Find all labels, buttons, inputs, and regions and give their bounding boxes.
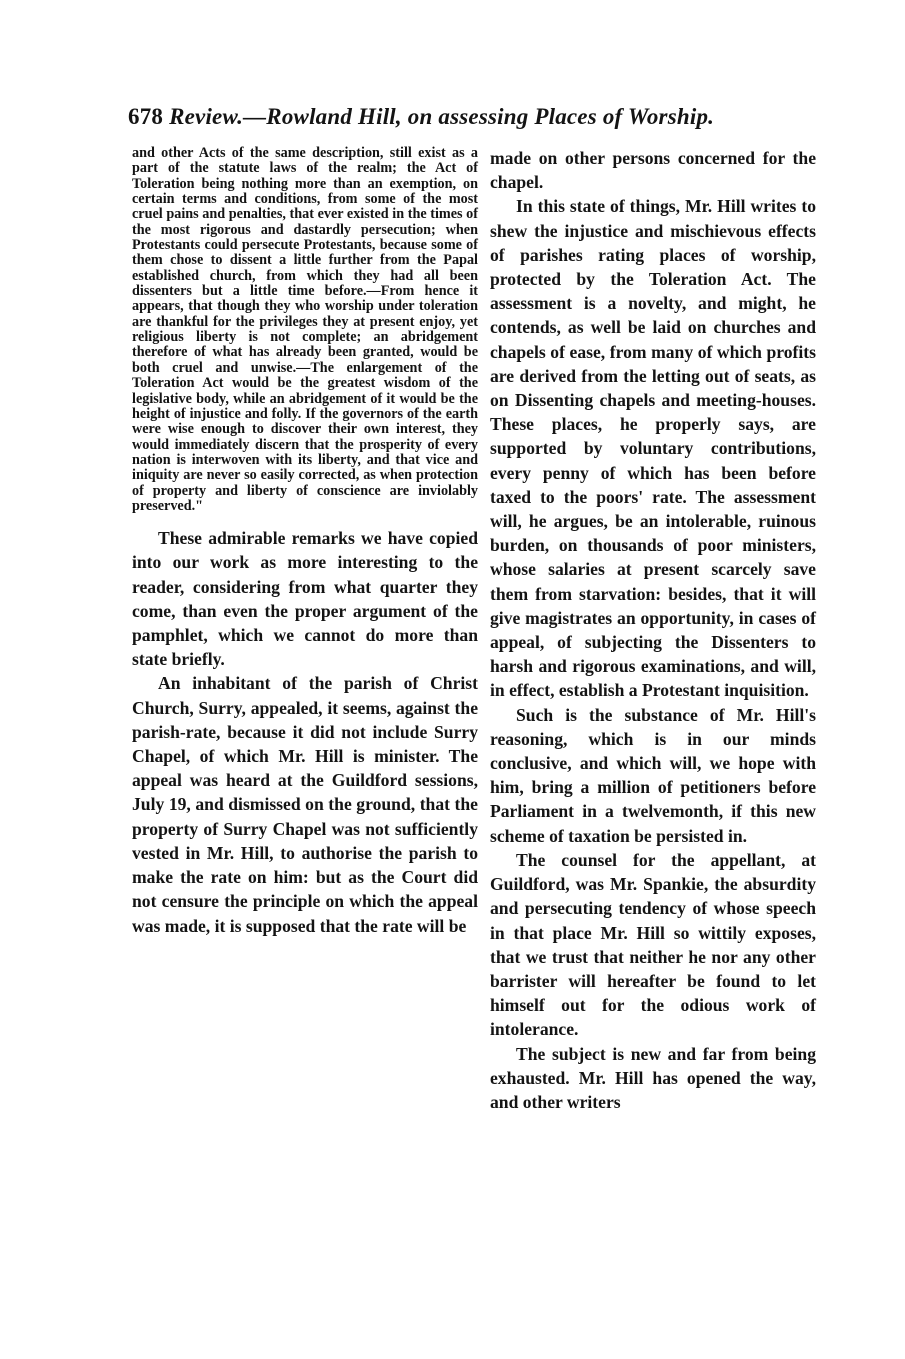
left-column bbox=[132, 146, 478, 938]
paragraph-substance: Such is the substance of Mr. Hill's reasoning, which is in our minds conclusive, and which will, we hope with him, bring a million of petitioners before Parliament in a twelvemonth, if this new scheme of taxation be persisted in. bbox=[490, 704, 816, 846]
quoted-passage: and other Acts of the same description, still exist as a part of the statute laws of the realm; the Act of Toleration being nothing more than an exemption, on certain terms and conditions, from some of the most cruel pains and penalties, that ever existed in the times of the most rigorous and dastardly persecution; when Protestants could persecute Protestants, because some of them chose to dissent a little further from the Papal established church, from which they had all been dissenters but a little time before.—From hence it appears, that though they who worship under toleration are thankful for the privileges they at present enjoy, yet religious liberty is not complete; an abridgement therefore of what has already been granted, would be both cruel and unwise.—The enlargement of the Toleration Act would be the greatest wisdom of the legislative body, while an abridgement of it would be the height of injustice and folly. If the governors of the earth were wise enough to discover their own interest, they would immediately discern that the prosperity of every nation is interwoven with its liberty, and that vice and iniquity are never so easily corrected, as when protection of property and liberty of conscience are inviolably preserved." bbox=[132, 145, 478, 514]
right-column bbox=[490, 146, 816, 1114]
running-header bbox=[128, 104, 828, 138]
paragraph-admirable-remarks: These admirable remarks we have copied into our work as more interesting to the reader, considering from what quarter they come, than even the proper argument of the pamphlet, which we cannot do more than state briefly. bbox=[132, 528, 478, 670]
paragraph-state-of-things: In this state of things, Mr. Hill writes to shew the injustice and mischievous effects of parishes rating places of worship, protected by the Toleration Act. The assessment is a novelty, and might, he contends, as well be laid on churches and chapels of ease, from many of which profits are derived from the letting out of seats, as on Dissenting chapels and meeting-houses. These places, he properly says, are supported by voluntary contributions, every penny of which has been before taxed to the poors' rate. The assessment will, he argues, be an intolerable, ruinous burden, on thousands of poor ministers, whose salaries at present scarcely save them from starvation: besides, that it will give magistrates an opportunity, in cases of appeal, of subjecting the Dissenters to harsh and rigorous examinations, and will, in effect, establish a Protestant inquisition. bbox=[490, 196, 816, 701]
paragraph-continuation: made on other persons concerned for the chapel. bbox=[490, 148, 816, 193]
running-title: Review.—Rowland Hill, on assessing Places of Worship. bbox=[169, 104, 715, 129]
page-number: 678 bbox=[128, 104, 164, 129]
paragraph-christ-church-appeal: An inhabitant of the parish of Christ Church, Surry, appealed, it seems, against the parish-rate, because it did not include Surry Chapel, of which Mr. Hill is minister. The appeal was heard at the Guildford sessions, July 19, and dismissed on the ground, that the property of Surry Chapel was not sufficiently vested in Mr. Hill, to authorise the parish to make the rate on him: but as the Court did not censure the principle on which the appeal was made, it is supposed that the rate will be bbox=[132, 673, 478, 936]
paragraph-subject-new: The subject is new and far from being exhausted. Mr. Hill has opened the way, and other writers bbox=[490, 1043, 816, 1112]
paragraph-counsel: The counsel for the appellant, at Guildford, was Mr. Spankie, the absurdity and persecuting tendency of whose speech in that place Mr. Hill so wittily exposes, that we trust that neither he nor any other barrister will hereafter be found to let himself out for the odious work of intolerance. bbox=[490, 849, 816, 1040]
